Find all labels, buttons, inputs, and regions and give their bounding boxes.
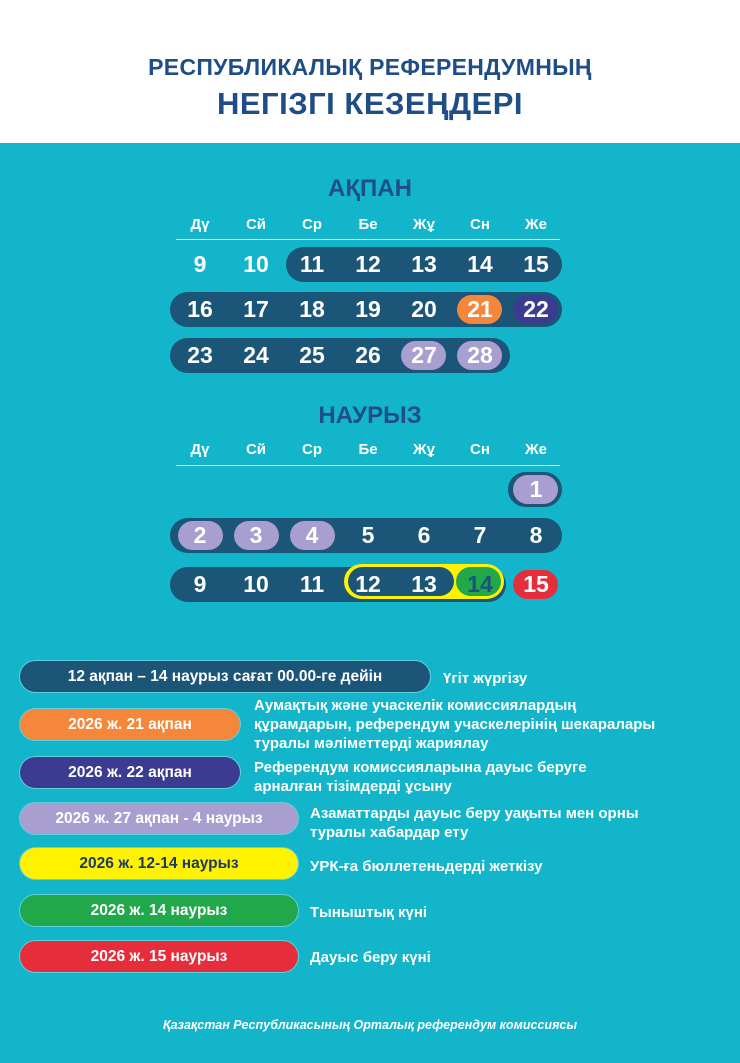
calendar-day: 22 xyxy=(523,296,549,322)
legend-desc-mar-15 xyxy=(310,948,431,967)
calendar-day: 23 xyxy=(187,342,213,368)
legend-date-feb-21: 2026 ж. 21 ақпан xyxy=(20,709,240,740)
legend-date-mar-14: 2026 ж. 14 наурыз xyxy=(20,895,298,926)
legend-desc-line: Тыныштық күні xyxy=(310,904,428,921)
calendar-day: 11 xyxy=(299,251,325,277)
calendar-day: 11 xyxy=(299,571,325,597)
weekday-label: Сн xyxy=(470,441,490,458)
footer-organization: Қазақстан Республикасының Орталық референдум комиссиясы xyxy=(162,1018,578,1032)
weekday-label: Сн xyxy=(470,216,490,233)
calendar-day: 10 xyxy=(243,251,269,277)
legend-desc-line: Аумақтық және учаскелік комиссиялардың xyxy=(254,697,577,714)
calendar-day: 12 xyxy=(355,571,381,597)
month-title-february: АҚПАН xyxy=(328,175,412,202)
weekday-label: Жұ xyxy=(413,216,435,233)
legend-date-campaign: 12 ақпан – 14 наурыз сағат 00.00-ге дейін xyxy=(20,661,430,692)
legend-desc-campaign xyxy=(443,669,527,688)
legend-date-mar-15: 2026 ж. 15 наурыз xyxy=(20,941,298,972)
weekday-label: Ср xyxy=(302,216,322,233)
divider xyxy=(176,465,560,466)
calendar-day: 15 xyxy=(523,251,549,277)
legend-desc-line: туралы хабардар ету xyxy=(310,824,469,841)
legend-date-feb-27-mar-4: 2026 ж. 27 ақпан - 4 наурыз xyxy=(20,803,298,834)
calendar-day: 5 xyxy=(361,522,375,548)
calendar-day: 14 xyxy=(467,251,493,277)
calendar-day: 8 xyxy=(529,522,543,548)
legend-desc-feb-22 xyxy=(254,758,587,796)
calendar-day: 4 xyxy=(305,522,319,548)
calendar-day: 10 xyxy=(243,571,269,597)
calendar-day: 7 xyxy=(473,522,487,548)
calendar-day: 12 xyxy=(355,251,381,277)
weekday-label: Же xyxy=(525,216,547,233)
calendar-day: 26 xyxy=(355,342,381,368)
calendar-day: 15 xyxy=(523,571,549,597)
calendar-day: 2 xyxy=(193,522,207,548)
calendar-day: 3 xyxy=(249,522,263,548)
legend-desc-line: Азаматтарды дауыс беру уақыты мен орны xyxy=(310,805,639,822)
legend-desc-feb-21 xyxy=(254,696,655,753)
legend-desc-line: туралы мәліметтерді жариялау xyxy=(254,735,489,752)
weekday-label: Дү xyxy=(190,216,210,233)
legend-desc-line: Референдум комиссияларына дауыс беруге xyxy=(254,759,587,776)
legend-date-mar-12-14: 2026 ж. 12-14 наурыз xyxy=(20,848,298,879)
page-title-line2: НЕГІЗГІ КЕЗЕҢДЕРІ xyxy=(216,86,524,121)
calendar-day: 16 xyxy=(187,296,213,322)
divider xyxy=(176,239,560,240)
weekday-label: Сй xyxy=(245,441,267,458)
calendar-day: 19 xyxy=(355,296,381,322)
weekday-label: Дү xyxy=(190,441,210,458)
legend-desc-mar-14 xyxy=(310,903,427,922)
calendar-day: 27 xyxy=(411,342,437,368)
weekday-label: Бе xyxy=(358,441,378,458)
month-title-march: НАУРЫЗ xyxy=(318,402,422,429)
calendar-day: 1 xyxy=(529,476,543,502)
legend-desc-line: құрамдарын, референдум учаскелерінің шекаралары xyxy=(254,716,656,733)
calendar-day: 6 xyxy=(417,522,431,548)
legend-desc-line: арналған тізімдерді ұсыну xyxy=(254,778,452,795)
calendar-day: 24 xyxy=(243,342,269,368)
calendar-day: 14 xyxy=(467,571,493,597)
calendar-day: 9 xyxy=(193,251,207,277)
weekday-label: Сй xyxy=(245,216,267,233)
header xyxy=(0,0,740,143)
legend-date-feb-22: 2026 ж. 22 ақпан xyxy=(20,757,240,788)
weekday-label: Бе xyxy=(358,216,378,233)
legend-desc-mar-12-14 xyxy=(310,857,542,876)
legend-desc-line: УРК-ға бюллетеньдерді жеткізу xyxy=(310,858,543,875)
weekday-label: Же xyxy=(525,441,547,458)
weekday-label: Жұ xyxy=(413,441,435,458)
page-title-line1: РЕСПУБЛИКАЛЫҚ РЕФЕРЕНДУМНЫҢ xyxy=(148,54,592,80)
calendar-day: 13 xyxy=(411,571,437,597)
legend-desc-line: Дауыс беру күні xyxy=(310,949,431,966)
calendar-day: 9 xyxy=(193,571,207,597)
calendar-day: 17 xyxy=(243,296,269,322)
weekday-label: Ср xyxy=(302,441,322,458)
calendar-day: 20 xyxy=(411,296,437,322)
calendar-day: 21 xyxy=(467,296,493,322)
calendar-day: 18 xyxy=(299,296,325,322)
legend-desc-feb-27-mar-4 xyxy=(310,804,639,842)
calendar-day: 28 xyxy=(467,342,493,368)
calendar-day: 25 xyxy=(299,342,325,368)
calendar-day: 13 xyxy=(411,251,437,277)
legend-desc-line: Үгіт жүргізу xyxy=(443,670,528,687)
